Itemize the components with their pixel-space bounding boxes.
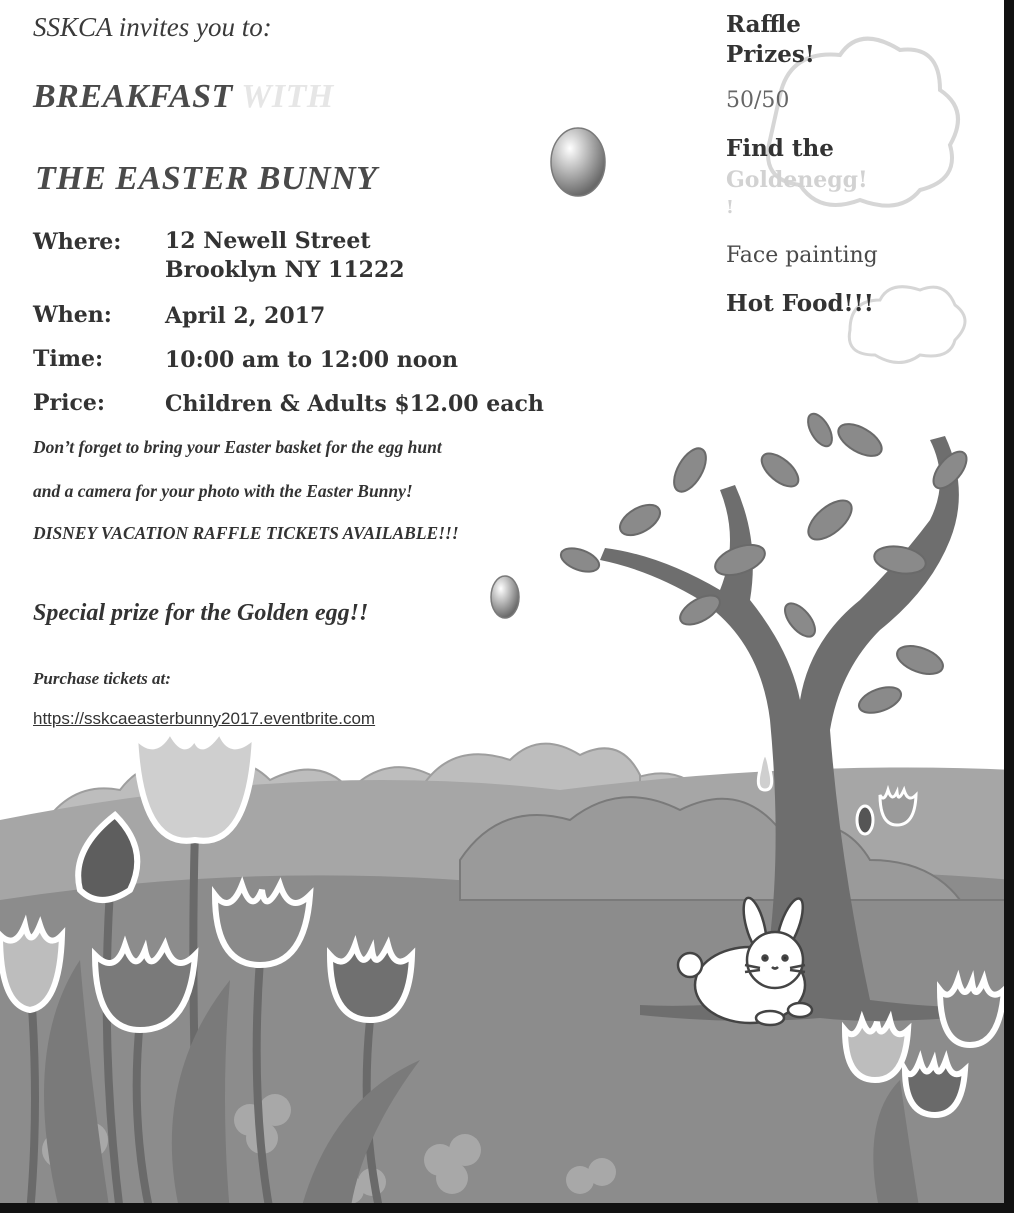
invite-line: SSKCA invites you to:	[33, 12, 272, 42]
sidebar-face-painting: Face painting	[726, 243, 878, 268]
price-value: Children & Adults $12.00 each	[165, 391, 544, 417]
time-label: Time:	[33, 346, 104, 372]
when-value: April 2, 2017	[165, 303, 326, 329]
sidebar-fifty-fifty: 50/50	[726, 88, 790, 113]
raffle-line-1: Raffle	[726, 11, 801, 38]
time-value: 10:00 am to 12:00 noon	[165, 347, 459, 373]
special-prize: Special prize for the Golden egg!!	[33, 600, 369, 626]
golden-egg-large	[551, 128, 605, 196]
when-label: When:	[33, 302, 112, 328]
golden-egg-small	[491, 576, 519, 618]
sidebar-raffle	[726, 10, 815, 70]
note-camera: and a camera for your photo with the Easter Bunny!	[33, 481, 413, 501]
title-line-2: THE EASTER BUNNY	[35, 160, 378, 197]
sidebar-bang: !	[726, 197, 734, 218]
note-basket: Don’t forget to bring your Easter basket for the egg hunt	[33, 437, 442, 457]
note-raffle: DISNEY VACATION RAFFLE TICKETS AVAILABLE!!!	[33, 523, 459, 543]
sidebar-find-the: Find the	[726, 135, 834, 162]
ticket-link[interactable]: https://sskcaeasterbunny2017.eventbrite.com	[33, 709, 376, 728]
where-label: Where:	[33, 229, 122, 255]
where-line-2: Brooklyn NY 11222	[165, 257, 405, 283]
sidebar-hot-food: Hot Food!!!	[726, 290, 874, 317]
where-line-1: 12 Newell Street	[165, 228, 371, 254]
price-label: Price:	[33, 390, 106, 416]
title-breakfast: BREAKFAST	[33, 78, 233, 115]
title-line-1	[33, 78, 334, 116]
where-value	[165, 227, 405, 285]
purchase-label: Purchase tickets at:	[33, 669, 171, 688]
sidebar-golden-egg: Goldenegg!	[726, 167, 868, 193]
title-with: WITH	[241, 78, 334, 115]
raffle-line-2: Prizes!	[726, 41, 815, 68]
